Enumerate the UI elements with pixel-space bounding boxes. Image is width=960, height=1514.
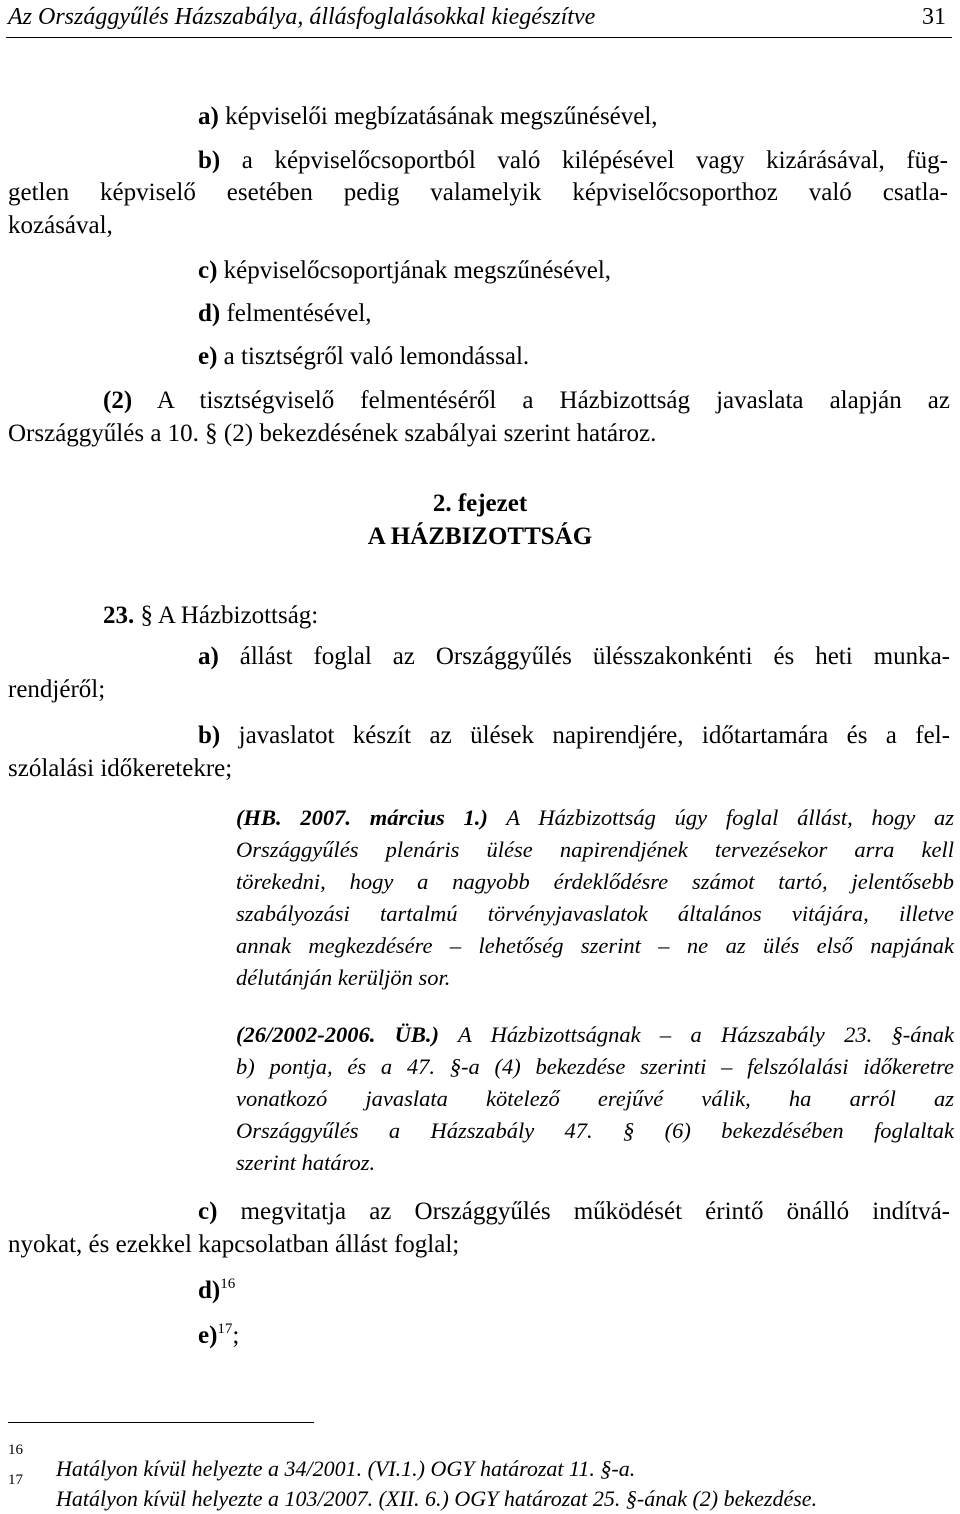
list-label-d: d) bbox=[198, 300, 221, 327]
section-23-a-line1 bbox=[198, 641, 950, 673]
section-23-a-line2: rendjéről; bbox=[8, 676, 106, 703]
paragraph-2-text-1: A tisztségviselő felmentéséről a Házbizottság javaslata alapján az bbox=[132, 387, 950, 414]
header-divider bbox=[6, 37, 952, 38]
list-text-d: felmentésével, bbox=[220, 300, 372, 327]
note-2-line5: szerint határoz. bbox=[236, 1150, 376, 1175]
paragraph-2-line1 bbox=[103, 385, 950, 417]
note-1-ref: (HB. 2007. március 1.) bbox=[236, 805, 488, 830]
chapter-number: 2. fejezet bbox=[432, 490, 528, 517]
list-label-c: c) bbox=[198, 257, 218, 284]
list-label-e: e) bbox=[198, 343, 218, 370]
section-23-d-label: d) bbox=[198, 1277, 221, 1304]
section-23-number: 23. bbox=[103, 602, 135, 629]
section-23-c-text-1: megvitatja az Országgyűlés működését érintő önálló indítvá- bbox=[217, 1198, 950, 1225]
paragraph-2-label: (2) bbox=[103, 387, 133, 414]
section-23-b-label: b) bbox=[198, 722, 221, 749]
footnote-divider bbox=[8, 1422, 314, 1423]
section-23-a-text-1: állást foglal az Országgyűlés ülésszakonkénti és heti munka- bbox=[218, 643, 950, 670]
note-2-line1 bbox=[236, 1019, 954, 1051]
footnote-ref-17[interactable]: 17 bbox=[217, 1321, 233, 1337]
note-2-text-1: A Házbizottságnak – a Házszabály 23. §-ának bbox=[439, 1022, 954, 1047]
footnote-number-17: 17 bbox=[8, 1472, 23, 1488]
note-2-line4: Országgyűlés a Házszabály 47. § (6) bekezdésében foglaltak bbox=[236, 1118, 954, 1143]
section-23-e bbox=[198, 1320, 239, 1355]
note-1-line1 bbox=[236, 802, 954, 834]
note-1-text-1: A Házbizottság úgy foglal állást, hogy az bbox=[487, 805, 954, 830]
footnote-text-16: Hatályon kívül helyezte a 34/2001. (VI.1.) OGY határozat 11. §-a. bbox=[56, 1456, 636, 1481]
section-23-rest: § A Házbizottság: bbox=[134, 602, 319, 629]
list-item-e bbox=[198, 341, 529, 373]
list-text-b-1: a képviselőcsoportból való kilépésével vagy kizárásával, füg- bbox=[220, 147, 948, 174]
note-1-line2: Országgyűlés plenáris ülése napirendjének tervezésekor arra kell bbox=[236, 837, 954, 862]
footnote-ref-16[interactable]: 16 bbox=[220, 1276, 236, 1292]
section-23-d bbox=[198, 1275, 235, 1310]
section-23-c-line2: nyokat, és ezekkel kapcsolatban állást foglal; bbox=[8, 1231, 460, 1258]
note-2-ref: (26/2002-2006. ÜB.) bbox=[236, 1022, 440, 1047]
list-text-c: képviselőcsoportjának megszűnésével, bbox=[217, 257, 612, 284]
section-23-e-label: e) bbox=[198, 1322, 218, 1349]
note-2-line3: vonatkozó javaslata kötelező erejűvé válik, ha arról az bbox=[236, 1086, 954, 1111]
running-header-title: Az Országgyűlés Házszabálya, állásfoglalásokkal kiegészítve bbox=[8, 4, 596, 30]
note-1-line4: szabályozási tartalmú törvényjavaslatok általános vitájára, illetve bbox=[236, 901, 954, 926]
list-label-a: a) bbox=[198, 103, 219, 130]
list-item-b-line3: kozásával, bbox=[8, 212, 113, 239]
section-23-heading bbox=[103, 600, 318, 632]
section-23-c-line1 bbox=[198, 1196, 950, 1228]
list-item-b-line1 bbox=[198, 145, 948, 177]
note-1-line5: annak megkezdésére – lehetőség szerint – ne az ülés első napjának bbox=[236, 933, 954, 958]
list-item-c bbox=[198, 255, 611, 287]
section-23-a-label: a) bbox=[198, 643, 219, 670]
footnote-text-17: Hatályon kívül helyezte a 103/2007. (XII. 6.) OGY határozat 25. §-ának (2) bekezdése. bbox=[56, 1486, 818, 1511]
chapter-title: A HÁZBIZOTTSÁG bbox=[367, 523, 593, 550]
list-text-e: a tisztségről való lemondással. bbox=[217, 343, 530, 370]
section-23-c-label: c) bbox=[198, 1198, 218, 1225]
note-2-line2: b) pontja, és a 47. §-a (4) bekezdése szerinti – felszólalási időkeretre bbox=[236, 1054, 954, 1079]
list-item-d bbox=[198, 298, 372, 330]
list-item-b-line2: getlen képviselő esetében pedig valamelyik képviselőcsoporthoz való csatla- bbox=[8, 179, 948, 206]
section-23-b-text-1: javaslatot készít az ülések napirendjére, időtartamára és a fel- bbox=[220, 722, 950, 749]
section-23-e-tail: ; bbox=[232, 1322, 240, 1349]
note-1-line6: délutánján kerüljön sor. bbox=[236, 965, 451, 990]
section-23-b-line2: szólalási időkeretekre; bbox=[8, 755, 233, 782]
page-number: 31 bbox=[922, 4, 946, 30]
list-item-a bbox=[198, 101, 658, 133]
paragraph-2-line2: Országgyűlés a 10. § (2) bekezdésének szabályai szerint határoz. bbox=[8, 420, 657, 447]
list-text-a: képviselői megbízatásának megszűnésével, bbox=[218, 103, 658, 130]
note-1-line3: törekedni, hogy a nagyobb érdeklődésre számot tartó, jelentősebb bbox=[236, 869, 954, 894]
section-23-b-line1 bbox=[198, 720, 950, 752]
list-label-b: b) bbox=[198, 147, 221, 174]
footnote-number-16: 16 bbox=[8, 1442, 23, 1458]
